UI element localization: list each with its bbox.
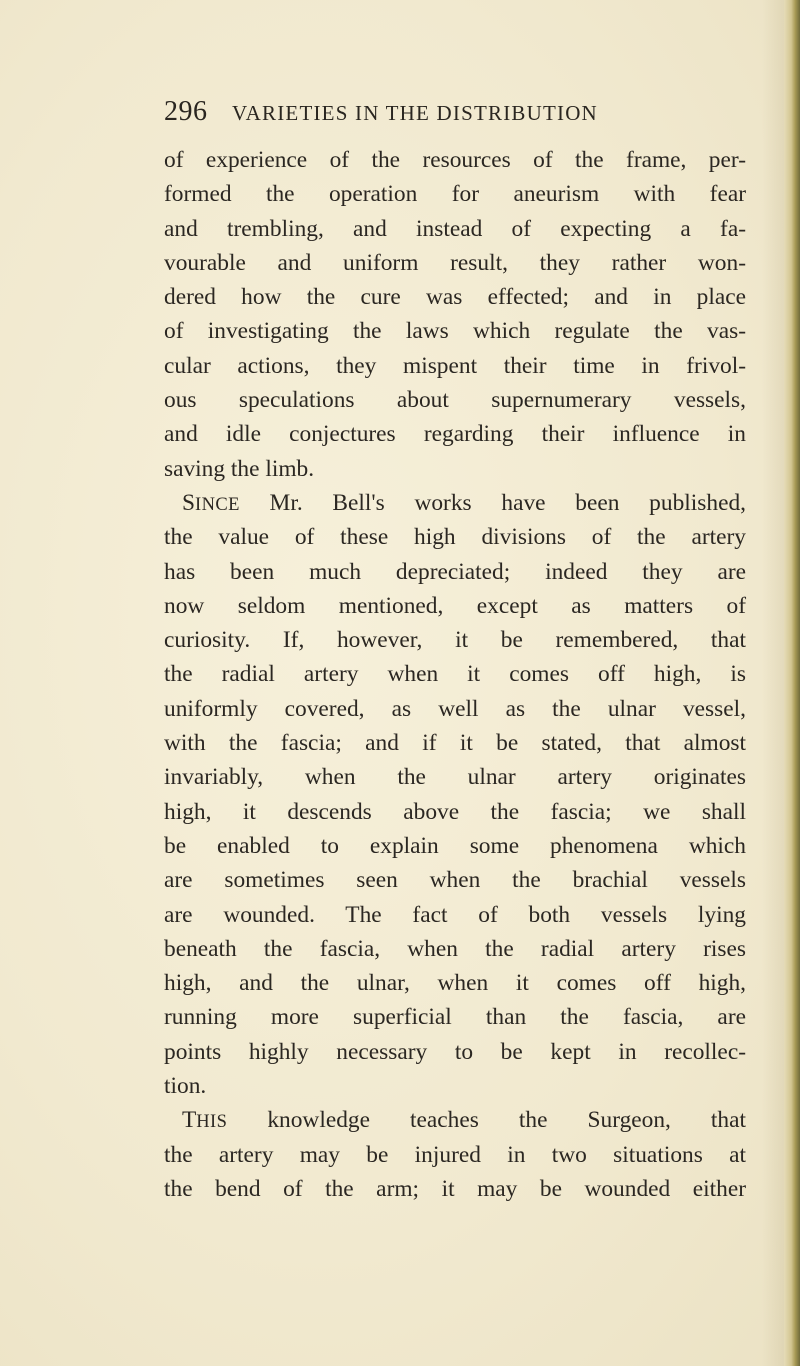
gutter-shadow	[762, 0, 784, 1366]
text-line: are wounded. The fact of both vessels lying	[164, 901, 746, 928]
page-header	[164, 94, 664, 130]
body-text	[164, 143, 746, 1206]
text-line: saving the limb.	[164, 455, 315, 482]
text-line: tion.	[164, 1073, 207, 1100]
running-head: VARIETIES IN THE DISTRIBUTION	[232, 101, 598, 125]
text-line: with the fascia; and if it be stated, that almost	[164, 730, 746, 757]
text-line: ous speculations about supernumerary vessels,	[164, 387, 746, 414]
paragraph-first-line	[164, 486, 746, 520]
text-line: beneath the fascia, when the radial artery rises	[164, 935, 746, 962]
text-line: and trembling, and instead of expecting a fa-	[164, 215, 746, 242]
text-line: high, and the ulnar, when it comes off high,	[164, 970, 746, 997]
drop-initial: S	[182, 489, 196, 516]
text-line: high, it descends above the fascia; we shall	[164, 798, 746, 825]
text-line: and idle conjectures regarding their influence in	[164, 421, 746, 448]
paragraph-first-line	[164, 1103, 746, 1137]
text-line: now seldom mentioned, except as matters of	[164, 592, 746, 619]
text-line: be enabled to explain some phenomena which	[164, 832, 746, 859]
text-line: invariably, when the ulnar artery originates	[164, 764, 746, 791]
text-line: the radial artery when it comes off high, is	[164, 661, 746, 688]
small-caps-lead: HIS	[196, 1112, 228, 1133]
text-line: are sometimes seen when the brachial vessels	[164, 867, 746, 894]
text-line: of experience of the resources of the frame, per-	[164, 147, 746, 173]
page-edge	[784, 0, 800, 1366]
drop-initial: T	[182, 1107, 197, 1134]
text-line: uniformly covered, as well as the ulnar vessel,	[164, 695, 746, 722]
text-line: running more superficial than the fascia, are	[164, 1004, 746, 1031]
text-line: the value of these high divisions of the artery	[164, 524, 746, 551]
text-line: formed the operation for aneurism with fear	[164, 181, 746, 208]
text-line: has been much depreciated; indeed they are	[164, 558, 746, 585]
text-line: dered how the cure was effected; and in place	[164, 284, 746, 311]
first-line-rest: Mr. Bell's works have been published,	[239, 489, 746, 516]
text-line: vourable and uniform result, they rather won-	[164, 249, 746, 276]
text-line: curiosity. If, however, it be remembered, that	[164, 627, 746, 654]
text-line: cular actions, they mispent their time in frivol-	[164, 352, 746, 379]
text-line: the artery may be injured in two situations at	[164, 1141, 746, 1168]
text-line: of investigating the laws which regulate the vas-	[164, 318, 746, 345]
page-number: 296	[164, 96, 208, 127]
text-line: points highly necessary to be kept in recollec-	[164, 1038, 746, 1065]
first-line-rest: knowledge teaches the Surgeon, that	[227, 1107, 746, 1134]
small-caps-lead: INCE	[195, 494, 240, 515]
text-line: the bend of the arm; it may be wounded either	[164, 1175, 746, 1202]
